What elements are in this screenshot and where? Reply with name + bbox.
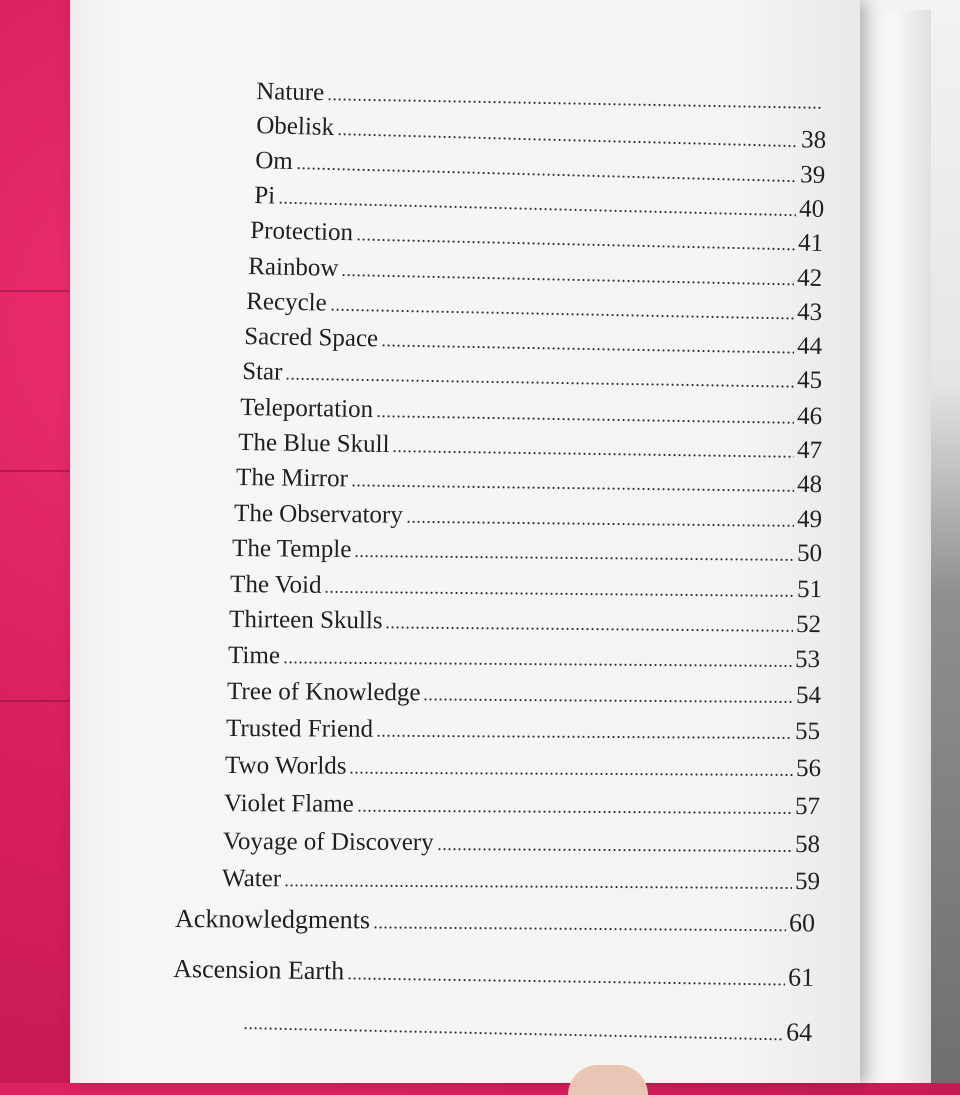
- toc-entry-title: Recycle: [245, 288, 327, 317]
- leader-dots: [386, 626, 794, 632]
- leader-dots: [351, 484, 794, 491]
- toc-entry-page: 54: [795, 681, 822, 710]
- leader-dots: [437, 848, 792, 852]
- toc-entry-title: Thirteen Skulls: [228, 606, 383, 635]
- toc-entry-page: 56: [795, 754, 822, 783]
- toc-entry-page: 48: [796, 470, 823, 499]
- toc-entry-page: 55: [794, 717, 821, 746]
- toc-entry-title: Obelisk: [255, 112, 335, 142]
- leader-dots: [406, 521, 794, 527]
- book-page: [70, 0, 860, 1083]
- toc-entry: [226, 707, 820, 744]
- toc-entry-title: The Temple: [231, 535, 352, 564]
- toc-entry-title: Two Worlds: [224, 752, 347, 780]
- toc-entry-page: 47: [796, 436, 823, 465]
- toc-entry-page: 42: [796, 264, 823, 293]
- toc-entry-title: Acknowledgments: [174, 904, 371, 935]
- toc-entry-page: 45: [796, 366, 823, 395]
- toc-entry-page: 40: [798, 195, 825, 223]
- leader-dots: [373, 926, 786, 931]
- toc-entry-page: 53: [794, 645, 821, 674]
- toc-entry-page: 38: [800, 126, 827, 154]
- toc-entry: [229, 598, 821, 637]
- toc-entry-title: Tree of Knowledge: [226, 678, 421, 707]
- toc-entry: [222, 857, 820, 894]
- toc-entry-title: Water: [221, 865, 282, 893]
- toc-entry-page: 46: [796, 402, 823, 431]
- leader-dots: [350, 772, 794, 776]
- toc-entry-page: 61: [787, 962, 815, 992]
- toc-entry-title: Protection: [249, 217, 354, 247]
- toc-entry-page: 58: [794, 830, 821, 859]
- toc-entry-title: The Observatory: [233, 500, 403, 529]
- toc-entry-page: 51: [796, 575, 823, 604]
- leader-dots: [354, 555, 794, 561]
- toc-entry: [230, 563, 822, 602]
- toc-entry: [224, 782, 820, 819]
- toc-entry-title: Pi: [253, 182, 276, 210]
- toc-entry: [175, 898, 815, 936]
- toc-entry: [173, 948, 814, 991]
- toc-entry-title: Teleportation: [239, 394, 374, 424]
- toc-entry-title: The Blue Skull: [237, 429, 390, 459]
- toc-entry-page: 64: [785, 1017, 813, 1047]
- toc-entry-title: Ascension Earth: [172, 954, 345, 986]
- leader-dots: [285, 378, 794, 388]
- toc-entry: [225, 744, 821, 781]
- leader-dots: [347, 977, 785, 985]
- toc-entry-page: 59: [794, 868, 821, 896]
- leader-dots: [284, 884, 792, 889]
- toc-entry: [223, 820, 820, 857]
- toc-entry: [234, 492, 822, 532]
- toc-entry-page: 60: [788, 908, 816, 938]
- toc-entry-page: 52: [795, 610, 822, 639]
- toc-entry-title: Star: [241, 358, 283, 386]
- toc-entry-title: Violet Flame: [223, 790, 354, 818]
- leader-dots: [376, 415, 794, 424]
- leader-dots: [283, 661, 792, 667]
- toc-entry-title: Voyage of Discovery: [222, 828, 434, 857]
- toc-entry: [228, 634, 820, 672]
- leader-dots: [424, 698, 794, 703]
- toc-entry-page: 41: [797, 229, 824, 257]
- toc-entry: [232, 527, 822, 566]
- toc-entry-title: The Void: [229, 571, 322, 599]
- toc-entry-title: Trusted Friend: [225, 715, 374, 743]
- toc-entry-page: 43: [796, 298, 823, 327]
- toc-entry-title: The Mirror: [235, 464, 349, 493]
- toc-entry-title: Nature: [255, 78, 325, 107]
- toc-entry-page: 50: [796, 539, 823, 568]
- toc-entry-title: Om: [254, 147, 294, 175]
- toc-entry-page: 57: [794, 792, 821, 821]
- toc-entry: [240, 1000, 813, 1046]
- toc-entry-page: 44: [796, 332, 823, 361]
- leader-dots: [357, 810, 792, 814]
- toc-entry-page: 39: [799, 161, 826, 189]
- leader-dots: [324, 591, 794, 597]
- toc-entry-title: Time: [227, 642, 281, 670]
- toc-entry: [236, 456, 822, 497]
- toc-entry-title: Sacred Space: [243, 323, 379, 353]
- toc-entry-page: 49: [796, 505, 823, 534]
- leader-dots: [376, 735, 792, 739]
- toc-entry-title: Rainbow: [247, 253, 339, 282]
- leader-dots: [243, 1027, 783, 1040]
- toc-entry: [227, 670, 821, 708]
- leader-dots: [392, 450, 794, 458]
